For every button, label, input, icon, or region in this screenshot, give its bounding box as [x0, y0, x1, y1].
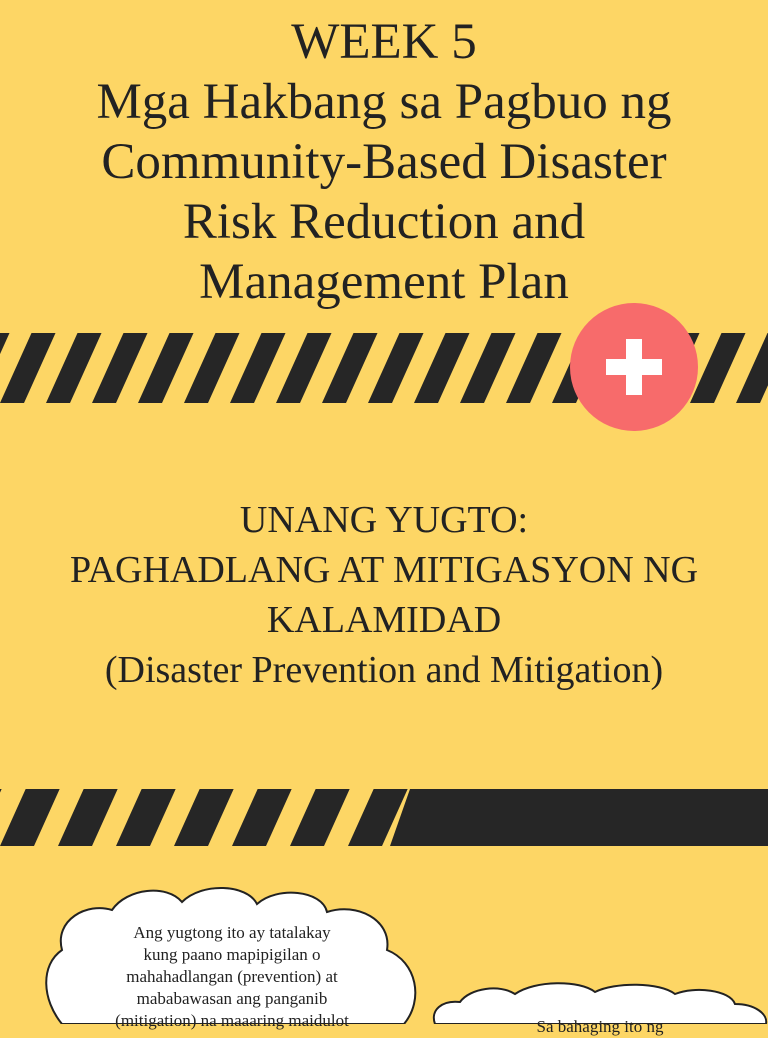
hazard-stripe-bar	[0, 333, 56, 403]
hazard-stripe-bar	[184, 333, 240, 403]
hazard-stripe-bar	[414, 333, 470, 403]
speech-cloud-right	[430, 980, 768, 1036]
title-line-1: Mga Hakbang sa Pagbuo ng	[96, 74, 672, 130]
section-block	[0, 495, 768, 695]
section-subtitle-line-1: PAGHADLANG AT MITIGASYON NG	[69, 549, 699, 591]
cloud-right-text	[470, 1016, 730, 1038]
section-english: (Disaster Prevention and Mitigation)	[104, 649, 664, 691]
hazard-stripe-bar	[368, 333, 424, 403]
cloud-left-line-1: Ang yugtong ito ay tatalakay	[133, 923, 331, 942]
hazard-stripe-bar	[92, 333, 148, 403]
hazard-stripe-bottom	[0, 789, 768, 846]
hazard-stripe-bar	[290, 789, 350, 846]
hazard-stripe-bar	[174, 789, 234, 846]
hazard-stripe-bar	[690, 333, 746, 403]
hazard-stripe-bar	[322, 333, 378, 403]
plus-badge	[570, 303, 698, 431]
title-line-4: Management Plan	[199, 254, 569, 310]
week-label: WEEK 5	[291, 14, 477, 70]
hazard-stripe-bar	[276, 333, 332, 403]
section-heading: UNANG YUGTO:	[239, 499, 529, 541]
hazard-stripe-bar	[0, 789, 2, 846]
hazard-stripe-bar	[0, 789, 60, 846]
title-line-2: Community-Based Disaster	[101, 134, 667, 190]
hazard-stripe-bar	[58, 789, 118, 846]
hazard-stripe-bar	[232, 789, 292, 846]
hazard-stripe-bar	[46, 333, 102, 403]
title-block	[0, 12, 768, 312]
section-subtitle-line-2: KALAMIDAD	[266, 599, 502, 641]
hazard-stripe-bar	[230, 333, 286, 403]
speech-cloud-left	[32, 880, 432, 1030]
title-line-3: Risk Reduction and	[182, 194, 586, 250]
hazard-stripe-bar	[736, 333, 768, 403]
cloud-left-line-3: mahahadlangan (prevention) at	[126, 967, 338, 986]
cloud-left-line-4: mababawasan ang panganib	[136, 989, 328, 1008]
hazard-stripe-bar	[138, 333, 194, 403]
hazard-stripe-bar	[506, 333, 562, 403]
plus-icon	[570, 303, 698, 431]
cloud-right-line-1: Sa bahaging ito ng	[536, 1017, 664, 1036]
cloud-left-text	[52, 922, 412, 1032]
hazard-stripe-bar	[460, 333, 516, 403]
hazard-stripe-bar	[116, 789, 176, 846]
cloud-left-line-5: (mitigation) na maaaring maidulot	[115, 1011, 349, 1030]
cloud-left-line-2: kung paano mapipigilan o	[143, 945, 321, 964]
